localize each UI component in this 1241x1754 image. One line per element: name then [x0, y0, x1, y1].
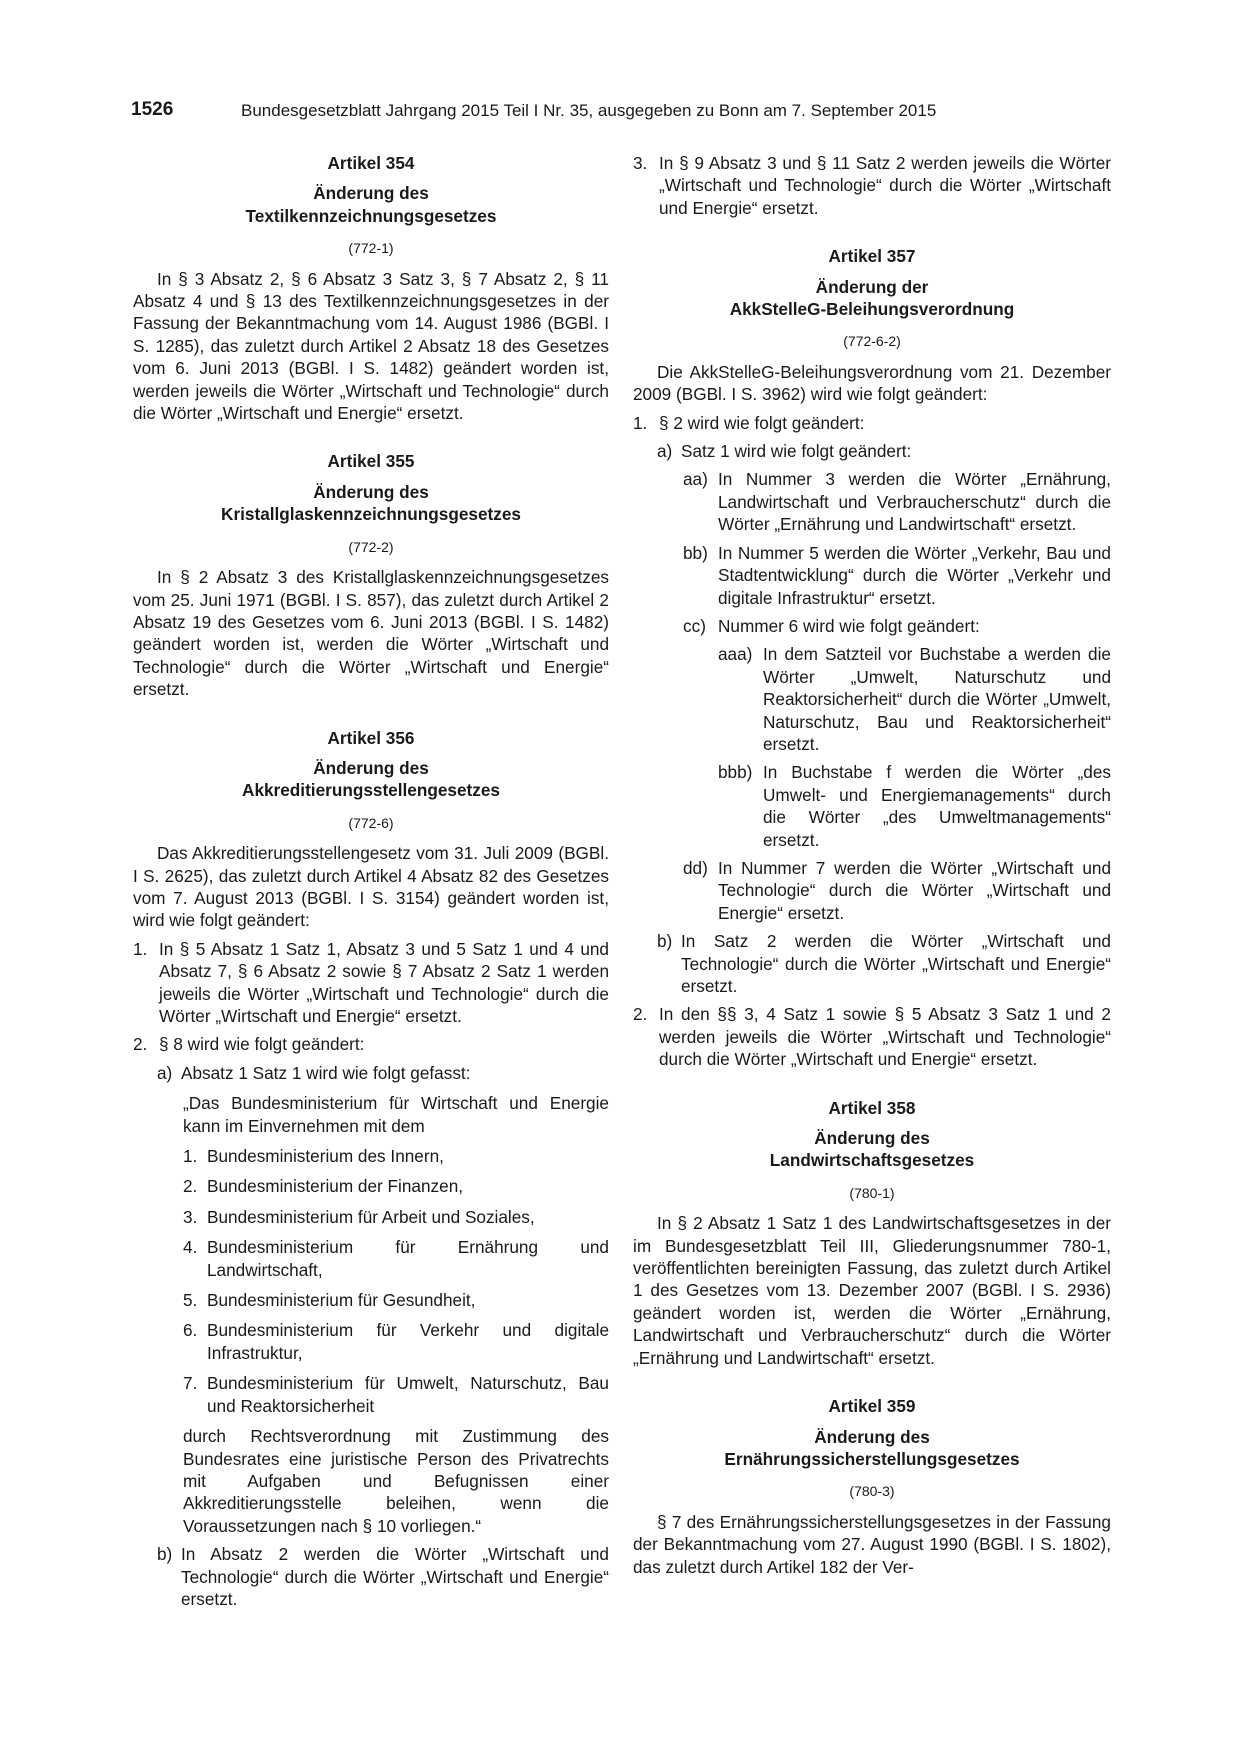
ministry-name: Bundesministerium des Innern, [207, 1146, 444, 1167]
article-title-line2: Ernährungssicherstellungsgesetzes [724, 1448, 1020, 1469]
list-item [157, 1543, 609, 1610]
list-item [718, 643, 1111, 755]
item-text: In Nummer 3 werden die Wörter „Ernährung, Landwirtschaft und Verbraucherschutz“ durch die Wörter „Ernährung und Landwirtschaft“ ersetzt. [718, 469, 1111, 535]
article-359 [633, 1395, 1111, 1578]
item-letter: aaa) [718, 644, 753, 665]
article-title-line1: Änderung des [814, 1128, 930, 1149]
item-text: In Absatz 2 werden die Wörter „Wirtschaft und Technologie“ durch die Wörter „Wirtschaft und Energie“ ersetzt. [181, 1544, 609, 1609]
article-code: (772-2) [348, 538, 394, 555]
item-letter: cc) [683, 615, 706, 636]
article-358 [633, 1097, 1111, 1369]
item-number: 1. [133, 938, 148, 959]
ministry-name: Bundesministerium für Umwelt, Naturschutz, Bau und Reaktorsicherheit [207, 1373, 609, 1416]
article-title-line1: Änderung des [313, 757, 429, 778]
article-354 [133, 152, 609, 424]
item-text: In dem Satzteil vor Buchstabe a werden die Wörter „Umwelt, Naturschutz und Reaktorsicherheit“ durch die Wörter „Umwelt, Naturschutz, Bau und Reaktorsicherheit“ ersetzt. [763, 644, 1111, 754]
item-number: 2. [633, 1004, 648, 1025]
article-heading: Artikel 354 [327, 153, 415, 173]
list-item [633, 152, 1111, 219]
ministry-item [183, 1319, 609, 1364]
list-item [657, 930, 1111, 997]
item-letter: aa) [683, 469, 708, 490]
ministry-name: Bundesministerium der Finanzen, [207, 1176, 464, 1197]
article-title-line1: Änderung des [313, 183, 429, 204]
item-letter: dd) [683, 857, 708, 878]
article-355 [133, 450, 609, 700]
list-item [133, 1033, 609, 1055]
ministry-item [183, 1206, 609, 1228]
article-title-line1: Änderung des [814, 1426, 930, 1447]
item-text: § 2 wird wie folgt geändert: [659, 412, 865, 433]
item-letter: a) [657, 441, 673, 462]
list-item [133, 938, 609, 1028]
ministry-number: 1. [183, 1146, 198, 1167]
list-item [683, 615, 1111, 637]
article-title-line2: Akkreditierungsstellengesetzes [242, 780, 500, 801]
list-item [633, 412, 1111, 434]
article-heading: Artikel 355 [327, 451, 415, 472]
list-item [157, 1062, 609, 1084]
ministry-number: 4. [183, 1237, 198, 1258]
ministry-number: 7. [183, 1373, 198, 1394]
article-heading: Artikel 358 [828, 1097, 916, 1118]
item-text: In Buchstabe f werden die Wörter „des Umwelt- und Energiemanagements“ durch die Wörter „des Umweltmanagements“ ersetzt. [763, 762, 1111, 850]
article-title-line2: Textilkennzeichnungsgesetzes [245, 205, 497, 226]
item-letter: b) [657, 931, 673, 952]
article-357 [633, 245, 1111, 1070]
ministry-number: 2. [183, 1176, 198, 1197]
item-text: In Satz 2 werden die Wörter „Wirtschaft und Technologie“ durch die Wörter „Wirtschaft und Energie“ ersetzt. [681, 931, 1111, 996]
article-heading: Artikel 359 [828, 1396, 916, 1417]
article-code: (772-6) [348, 814, 394, 831]
running-title: Bundesgesetzblatt Jahrgang 2015 Teil I Nr. 35, ausgegeben zu Bonn am 7. September 2015 [241, 101, 937, 120]
item-letter: b) [157, 1544, 173, 1565]
article-body: In § 3 Absatz 2, § 6 Absatz 3 Satz 3, § 7 Absatz 2, § 11 Absatz 4 und § 13 des Textilkennzeichnungsgesetzes in der Fassung der Bekanntmachung vom 14. August 1986 (BGBl. I S. 1285), das zuletzt durch Artikel 2 Absatz 18 des Gesetzes vom 6. Juni 2013 (BGBl. I S. 1482) geändert worden ist, werden jeweils die Wörter „Wirtschaft und Technologie“ durch die Wörter „Wirtschaft und Energie“ ersetzt. [133, 268, 609, 424]
item-number: 1. [633, 412, 648, 433]
ministry-item [183, 1372, 609, 1417]
list-item [633, 1003, 1111, 1070]
ministry-item [183, 1236, 609, 1281]
left-column [133, 152, 609, 1610]
article-intro: Das Akkreditierungsstellengesetz vom 31. Juli 2009 (BGBl. I S. 2625), das zuletzt durch Artikel 4 Absatz 82 des Gesetzes vom 7. August 2013 (BGBl. I S. 3154) geändert worden ist, wird wie folgt geändert: [133, 843, 609, 931]
item-number: 3. [633, 153, 648, 173]
item-text: § 8 wird wie folgt geändert: [159, 1034, 365, 1055]
article-heading: Artikel 357 [828, 246, 916, 267]
ministry-name: Bundesministerium für Verkehr und digitale Infrastruktur, [207, 1320, 609, 1363]
ministry-name: Bundesministerium für Ernährung und Landwirtschaft, [207, 1237, 609, 1280]
item-letter: bbb) [718, 762, 753, 783]
item-letter: bb) [683, 542, 708, 563]
article-body: § 7 des Ernährungssicherstellungsgesetzes in der Fassung der Bekanntmachung vom 27. August 1990 (BGBl. I S. 1802), das zuletzt durch Artikel 182 der Ver- [633, 1511, 1111, 1577]
ministry-item [183, 1289, 609, 1311]
item-text: Nummer 6 wird wie folgt geändert: [718, 615, 980, 636]
article-code: (780-3) [849, 1483, 895, 1500]
item-text: In Nummer 7 werden die Wörter „Wirtschaft und Technologie“ durch die Wörter „Wirtschaft und Energie“ ersetzt. [718, 857, 1111, 923]
article-code: (772-6-2) [843, 333, 901, 350]
quoted-text: „Das Bundesministerium für Wirtschaft und Energie kann im Einvernehmen mit dem [183, 1093, 609, 1136]
article-code: (772-1) [348, 240, 394, 257]
item-text: In Nummer 5 werden die Wörter „Verkehr, Bau und Stadtentwicklung“ durch die Wörter „Verkehr und digitale Infrastruktur“ ersetzt. [718, 542, 1111, 608]
ministry-name: Bundesministerium für Gesundheit, [207, 1290, 476, 1311]
item-number: 2. [133, 1034, 148, 1055]
article-code: (780-1) [849, 1184, 895, 1201]
list-item [657, 440, 1111, 462]
item-text: Absatz 1 Satz 1 wird wie folgt gefasst: [181, 1062, 471, 1083]
article-body: In § 2 Absatz 1 Satz 1 des Landwirtschaftsgesetzes in der im Bundesgesetzblatt Teil III, Gliederungsnummer 780-1, veröffentlichten bereinigten Fassung, das zuletzt durch Artikel 1 des Gesetzes vom 13. Dezember 2007 (BGBl. I S. 2936) geändert worden ist, werden die Wörter „Ernährung, Landwirtschaft und Verbraucherschutz“ durch die Wörter „Ernährung und Landwirtschaft“ ersetzt. [633, 1213, 1111, 1368]
list-item [683, 468, 1111, 535]
item-text: In § 9 Absatz 3 und § 11 Satz 2 werden jeweils die Wörter „Wirtschaft und Technologie“ durch die Wörter „Wirtschaft und Energie“ ersetzt. [659, 153, 1111, 218]
article-heading: Artikel 356 [327, 727, 415, 748]
list-item [683, 542, 1111, 609]
ministry-number: 5. [183, 1290, 198, 1311]
ministry-number: 6. [183, 1320, 198, 1341]
ministry-number: 3. [183, 1206, 198, 1227]
article-intro: Die AkkStelleG-Beleihungsverordnung vom 21. Dezember 2009 (BGBl. I S. 3962) wird wie folgt geändert: [633, 361, 1111, 405]
page-number: 1526 [131, 99, 174, 120]
item-letter: a) [157, 1062, 173, 1083]
quoted-text-end: durch Rechtsverordnung mit Zustimmung des Bundesrates eine juristische Person des Privatrechts mit Aufgaben und Befugnissen einer Akkreditierungsstelle beleihen, wenn die Voraussetzungen nach § 10 vorliegen.“ [183, 1426, 609, 1536]
article-title-line1: Änderung der [815, 276, 929, 297]
ministry-item [183, 1175, 609, 1197]
item-text: Satz 1 wird wie folgt geändert: [681, 441, 912, 462]
article-356 [133, 727, 609, 1611]
ministry-item [183, 1145, 609, 1167]
article-title-line2: Landwirtschaftsgesetzes [769, 1150, 975, 1171]
article-title-line1: Änderung des [313, 481, 429, 502]
article-body: In § 2 Absatz 3 des Kristallglaskennzeichnungsgesetzes vom 25. Juni 1971 (BGBl. I S. 857), das zuletzt durch Artikel 2 Absatz 19 des Gesetzes vom 6. Juni 2013 (BGBl. I S. 1482) geändert worden ist, werden die Wörter „Wirtschaft und Technologie“ durch die Wörter „Wirtschaft und Energie“ ersetzt. [133, 567, 609, 700]
list-item [683, 857, 1111, 924]
right-column [633, 152, 1111, 1578]
item-text: In § 5 Absatz 1 Satz 1, Absatz 3 und 5 Satz 1 und 4 und Absatz 7, § 6 Absatz 2 sowie § 7 Absatz 2 Satz 1 werden jeweils die Wörter „Wirtschaft und Technologie“ durch die Wörter „Wirtschaft und Energie“ ersetzt. [159, 938, 609, 1026]
article-title-line2: Kristallglaskennzeichnungsgesetzes [221, 504, 521, 525]
item-text: In den §§ 3, 4 Satz 1 sowie § 5 Absatz 3 Satz 1 und 2 werden jeweils die Wörter „Wirtschaft und Technologie“ durch die Wörter „Wirtschaft und Energie“ ersetzt. [659, 1004, 1111, 1070]
ministry-name: Bundesministerium für Arbeit und Soziales, [207, 1206, 535, 1227]
article-title-line2: AkkStelleG-Beleihungsverordnung [729, 299, 1015, 320]
list-item [718, 761, 1111, 851]
